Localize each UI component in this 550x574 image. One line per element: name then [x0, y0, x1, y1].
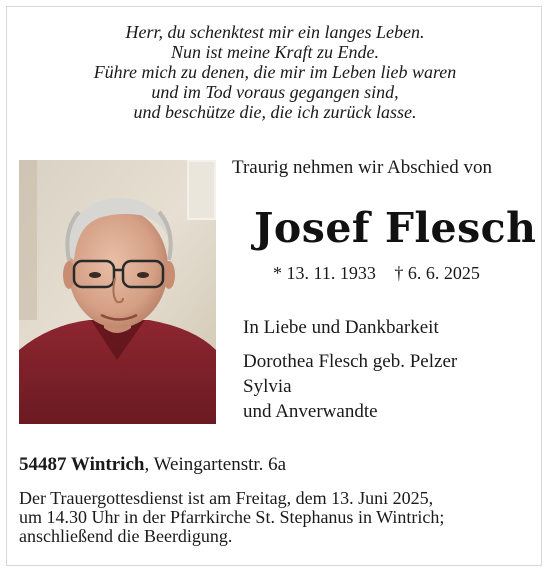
service-line: anschließend die Beerdigung.: [19, 526, 233, 546]
address-zip-city: 54487 Wintrich: [19, 454, 145, 475]
poem-line: Herr, du schenktest mir ein langes Leben.: [125, 22, 425, 42]
poem-line: Nun ist meine Kraft zu Ende.: [171, 42, 379, 62]
death-date: † 6. 6. 2025: [394, 263, 480, 283]
poem-line: und im Tod voraus gegangen sind,: [151, 82, 399, 102]
mourner-name: Sylvia: [243, 376, 292, 397]
service-line: um 14.30 Uhr in der Pfarrkirche St. Stephanus in Wintrich;: [19, 507, 445, 527]
mourners-heading: In Liebe und Dankbarkeit: [243, 317, 439, 338]
intro-text: Traurig nehmen wir Abschied von: [232, 157, 492, 178]
mourner-name: Dorothea Flesch geb. Pelzer: [243, 351, 458, 372]
life-dates: [273, 263, 480, 284]
service-info: [19, 489, 533, 546]
mourner-name: und Anverwandte: [243, 401, 378, 422]
mourners-block: [243, 315, 457, 424]
poem-line: und beschütze die, die ich zurück lasse.: [133, 102, 417, 122]
poem: [60, 22, 490, 122]
address-street: , Weingartenstr. 6a: [144, 454, 287, 475]
portrait-photo: [19, 160, 216, 424]
birth-date: * 13. 11. 1933: [273, 263, 376, 283]
address: [19, 454, 286, 476]
poem-line: Führe mich zu denen, die mir im Leben lieb waren: [93, 62, 457, 82]
deceased-name: Josef Flesch: [254, 204, 537, 252]
service-line: Der Trauergottesdienst ist am Freitag, dem 13. Juni 2025,: [19, 488, 434, 508]
